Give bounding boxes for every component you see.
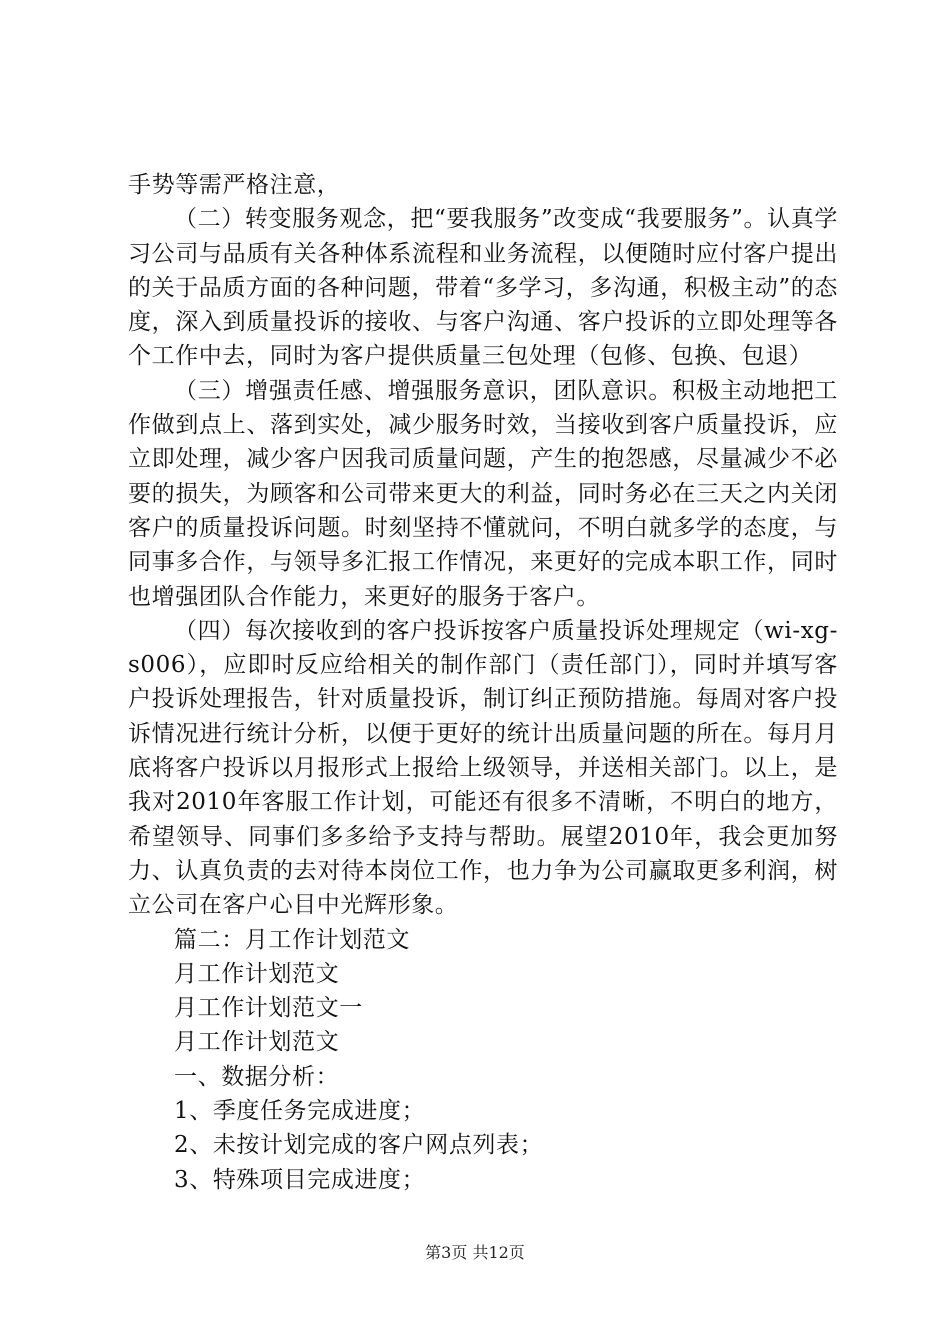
article-title: 月工作计划范文: [174, 960, 340, 987]
paragraph-section-2: （二）转变服务观念，把“要我服务”改变成“我要服务”。认真学习公司与品质有关各种体系流程和业务流程，以便随时应付客户提出的关于品质方面的各种问题，带着“多学习，多沟通，积极主动”的态度，深入到质量投诉的接收、与客户沟通、客户投诉的立即处理等各个工作中去，同时为客户提供质量三包处理（包修、包换、包退）: [128, 206, 838, 370]
section-heading-data-analysis: 一、数据分析：: [174, 1063, 340, 1090]
paragraph-continuation: 手势等需严格注意，: [128, 172, 341, 198]
chapter-heading: 篇二：月工作计划范文: [174, 926, 410, 953]
paragraph-section-3: （三）增强责任感、增强服务意识，团队意识。积极主动地把工作做到点上、落到实处，减少服务时效，当接收到客户质量投诉，应立即处理，减少客户因我司质量问题，产生的抱怨感，尽量减少不必要的损失，为顾客和公司带来更大的利益，同时务必在三天之内关闭客户的质量投诉问题。时刻坚持不懂就问，不明白就多学的态度，与同事多合作，与领导多汇报工作情况，来更好的完成本职工作，同时也增强团队合作能力，来更好的服务于客户。: [128, 377, 838, 610]
paragraph-section-4: （四）每次接收到的客户投诉按客户质量投诉处理规定（wi-xg-s006），应即时反应给相关的制作部门（责任部门），同时并填写客户投诉处理报告，针对质量投诉，制订纠正预防措施。每周对客户投诉情况进行统计分析，以便于更好的统计出质量问题的所在。每月月底将客户投诉以月报形式上报给上级领导，并送相关部门。以上，是我对2010年客服工作计划，可能还有很多不清晰，不明白的地方，希望领导、同事们多多给予支持与帮助。展望2010年，我会更加努力、认真负责的去对待本岗位工作，也力争为公司赢取更多利润，树立公司在客户心目中光辉形象。: [128, 617, 838, 919]
list-item: 3、特殊项目完成进度；: [174, 1166, 426, 1193]
list-item: 1、季度任务完成进度；: [174, 1098, 426, 1125]
article-subtitle: 月工作计划范文一: [174, 995, 363, 1022]
page-number-footer: 第3页 共12页: [425, 1243, 525, 1262]
list-item: 2、未按计划完成的客户网点列表；: [174, 1132, 544, 1159]
document-body: [128, 168, 838, 1197]
article-title-repeat: 月工作计划范文: [174, 1029, 340, 1056]
